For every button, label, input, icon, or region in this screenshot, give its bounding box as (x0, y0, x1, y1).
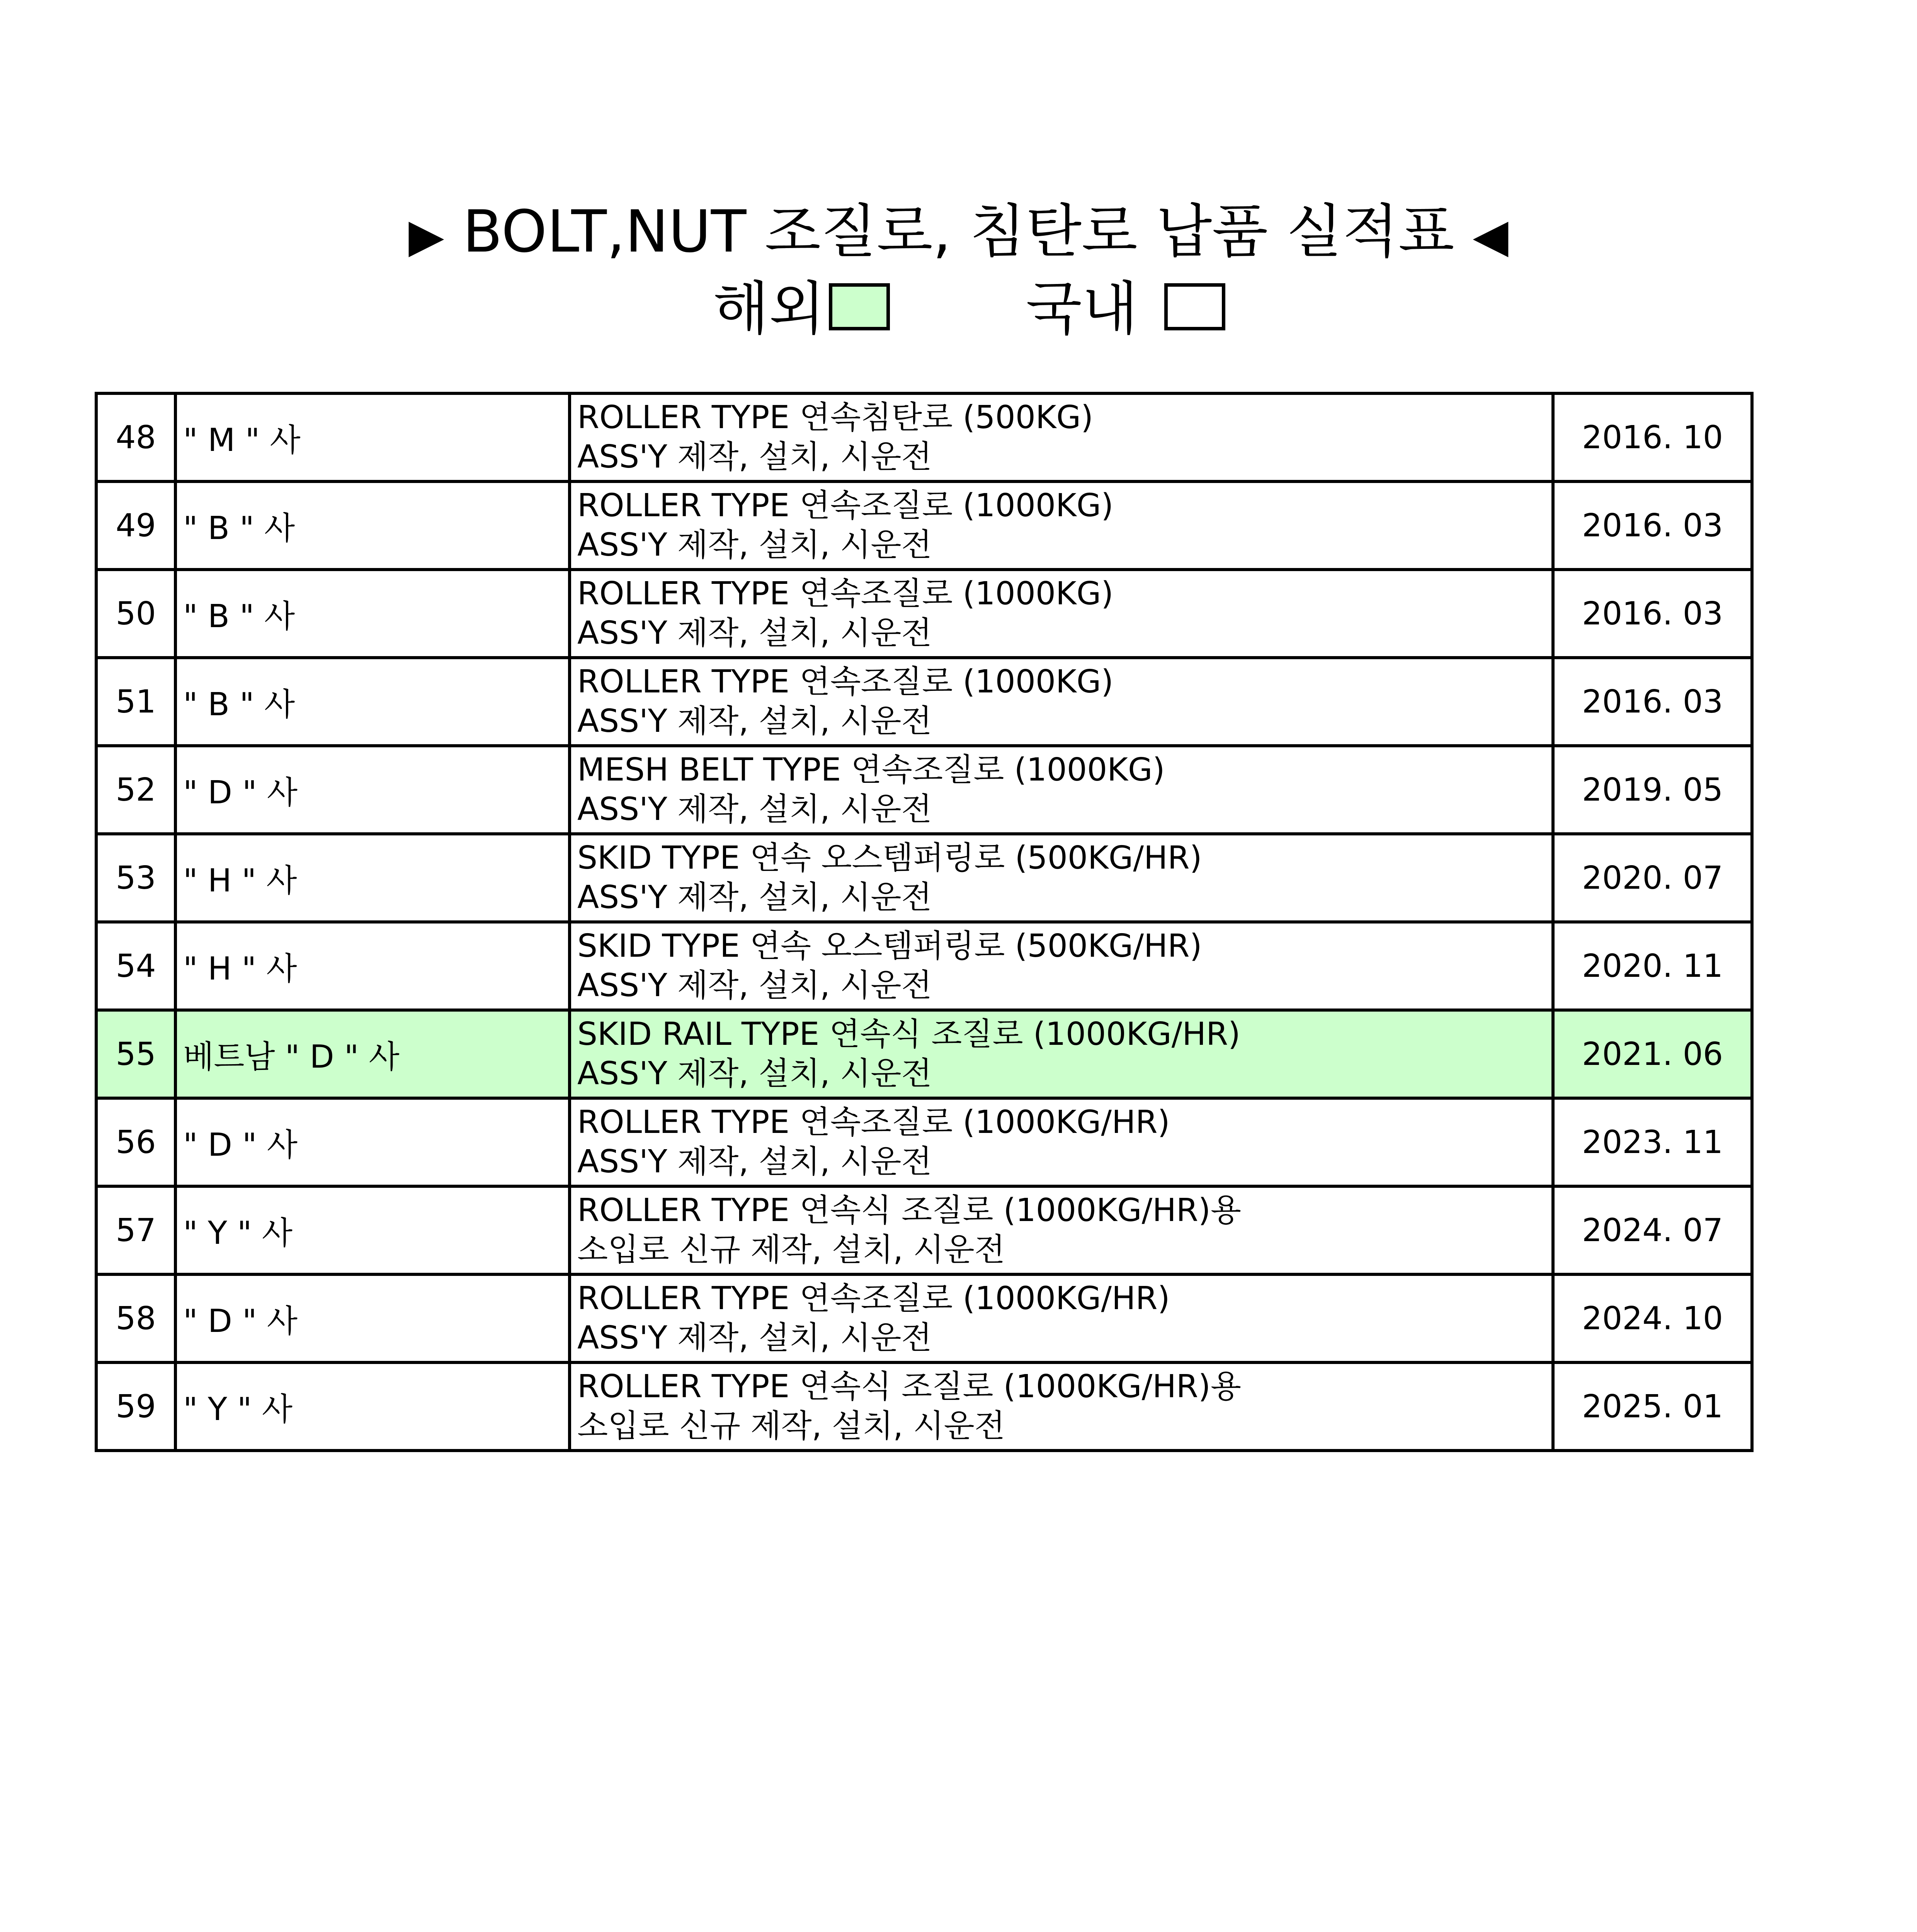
right-triangle-icon: ▶ (408, 209, 444, 263)
record-number: 54 (96, 922, 175, 1010)
table-row (96, 922, 1752, 1010)
table-row (96, 834, 1752, 922)
record-description-scope: ASS'Y 제작, 설치, 시운전 (577, 615, 932, 651)
record-description-scope: 소입로 신규 제작, 설치, 시운전 (577, 1231, 1005, 1268)
table-row (96, 1362, 1752, 1451)
record-number: 52 (96, 746, 175, 834)
record-number: 51 (96, 658, 175, 746)
table-row (96, 570, 1752, 658)
table-row (96, 481, 1752, 570)
record-client: " B " 사 (175, 481, 570, 570)
record-date: 2025. 01 (1553, 1362, 1752, 1451)
record-client: 베트남 " D " 사 (175, 1010, 570, 1098)
record-date: 2023. 11 (1553, 1098, 1752, 1186)
record-description-product: MESH BELT TYPE 연속조질로 (1000KG) (577, 752, 1165, 788)
left-triangle-icon: ◀ (1473, 209, 1509, 263)
record-description-scope: ASS'Y 제작, 설치, 시운전 (577, 703, 932, 740)
record-description (570, 1186, 1553, 1274)
record-description-scope: ASS'Y 제작, 설치, 시운전 (577, 527, 932, 563)
record-description-scope: ASS'Y 제작, 설치, 시운전 (577, 791, 932, 828)
record-description-scope: 소입로 신규 제작, 설치, 시운전 (577, 1408, 1005, 1444)
delivery-records-body (96, 393, 1752, 1451)
record-number: 59 (96, 1362, 175, 1451)
record-date: 2024. 07 (1553, 1186, 1752, 1274)
record-client: " H " 사 (175, 834, 570, 922)
record-date: 2019. 05 (1553, 746, 1752, 834)
record-number: 50 (96, 570, 175, 658)
record-client: " H " 사 (175, 922, 570, 1010)
delivery-records-table (95, 392, 1754, 1452)
table-row (96, 1274, 1752, 1362)
record-description-scope: ASS'Y 제작, 설치, 시운전 (577, 879, 932, 916)
record-date: 2021. 06 (1553, 1010, 1752, 1098)
record-description (570, 570, 1553, 658)
page-title (0, 193, 1917, 275)
record-description-product: ROLLER TYPE 연속식 조질로 (1000KG/HR)용 (577, 1368, 1242, 1405)
record-client: " D " 사 (175, 746, 570, 834)
record-description (570, 834, 1553, 922)
legend (0, 270, 1917, 348)
record-description-product: SKID RAIL TYPE 연속식 조질로 (1000KG/HR) (577, 1016, 1241, 1053)
record-description-scope: ASS'Y 제작, 설치, 시운전 (577, 1055, 932, 1092)
record-date: 2016. 03 (1553, 570, 1752, 658)
record-description-scope: ASS'Y 제작, 설치, 시운전 (577, 1143, 932, 1180)
page-title-text: BOLT,NUT 조질로, 침탄로 납품 실적표 (463, 198, 1454, 265)
table-row (96, 1186, 1752, 1274)
record-description (570, 1098, 1553, 1186)
record-description-product: ROLLER TYPE 연속조질로 (1000KG) (577, 487, 1114, 524)
record-description (570, 481, 1553, 570)
record-description-scope: ASS'Y 제작, 설치, 시운전 (577, 439, 932, 475)
record-client: " B " 사 (175, 570, 570, 658)
record-description (570, 1362, 1553, 1451)
record-date: 2020. 07 (1553, 834, 1752, 922)
record-number: 49 (96, 481, 175, 570)
record-description-product: ROLLER TYPE 연속조질로 (1000KG) (577, 575, 1114, 612)
table-row (96, 1098, 1752, 1186)
record-number: 55 (96, 1010, 175, 1098)
record-number: 56 (96, 1098, 175, 1186)
record-number: 58 (96, 1274, 175, 1362)
record-client: " B " 사 (175, 658, 570, 746)
record-description-product: ROLLER TYPE 연속조질로 (1000KG) (577, 663, 1114, 700)
record-description-product: ROLLER TYPE 연속조질로 (1000KG/HR) (577, 1104, 1170, 1141)
record-date: 2024. 10 (1553, 1274, 1752, 1362)
record-description (570, 746, 1553, 834)
record-client: " D " 사 (175, 1098, 570, 1186)
record-date: 2016. 10 (1553, 393, 1752, 481)
record-client: " Y " 사 (175, 1362, 570, 1451)
record-description (570, 1010, 1553, 1098)
table-row (96, 746, 1752, 834)
legend-overseas-swatch (829, 283, 890, 330)
record-client: " D " 사 (175, 1274, 570, 1362)
record-description (570, 922, 1553, 1010)
record-description-product: ROLLER TYPE 연속조질로 (1000KG/HR) (577, 1280, 1170, 1317)
record-client: " Y " 사 (175, 1186, 570, 1274)
table-row (96, 658, 1752, 746)
legend-overseas-label: 해외 (713, 276, 825, 343)
record-description-product: SKID TYPE 연속 오스템퍼링로 (500KG/HR) (577, 840, 1202, 876)
record-client: " M " 사 (175, 393, 570, 481)
record-number: 57 (96, 1186, 175, 1274)
record-description (570, 393, 1553, 481)
legend-domestic-swatch (1164, 283, 1225, 330)
record-number: 53 (96, 834, 175, 922)
record-description-scope: ASS'Y 제작, 설치, 시운전 (577, 1320, 932, 1356)
record-date: 2020. 11 (1553, 922, 1752, 1010)
record-date: 2016. 03 (1553, 658, 1752, 746)
table-row (96, 1010, 1752, 1098)
legend-domestic-label: 국내 (1026, 276, 1138, 343)
record-description-product: ROLLER TYPE 연속침탄로 (500KG) (577, 399, 1094, 436)
record-description (570, 658, 1553, 746)
record-description (570, 1274, 1553, 1362)
record-description-product: ROLLER TYPE 연속식 조질로 (1000KG/HR)용 (577, 1192, 1242, 1229)
record-description-product: SKID TYPE 연속 오스템퍼링로 (500KG/HR) (577, 928, 1202, 964)
record-description-scope: ASS'Y 제작, 설치, 시운전 (577, 967, 932, 1004)
table-row (96, 393, 1752, 481)
record-date: 2016. 03 (1553, 481, 1752, 570)
record-number: 48 (96, 393, 175, 481)
